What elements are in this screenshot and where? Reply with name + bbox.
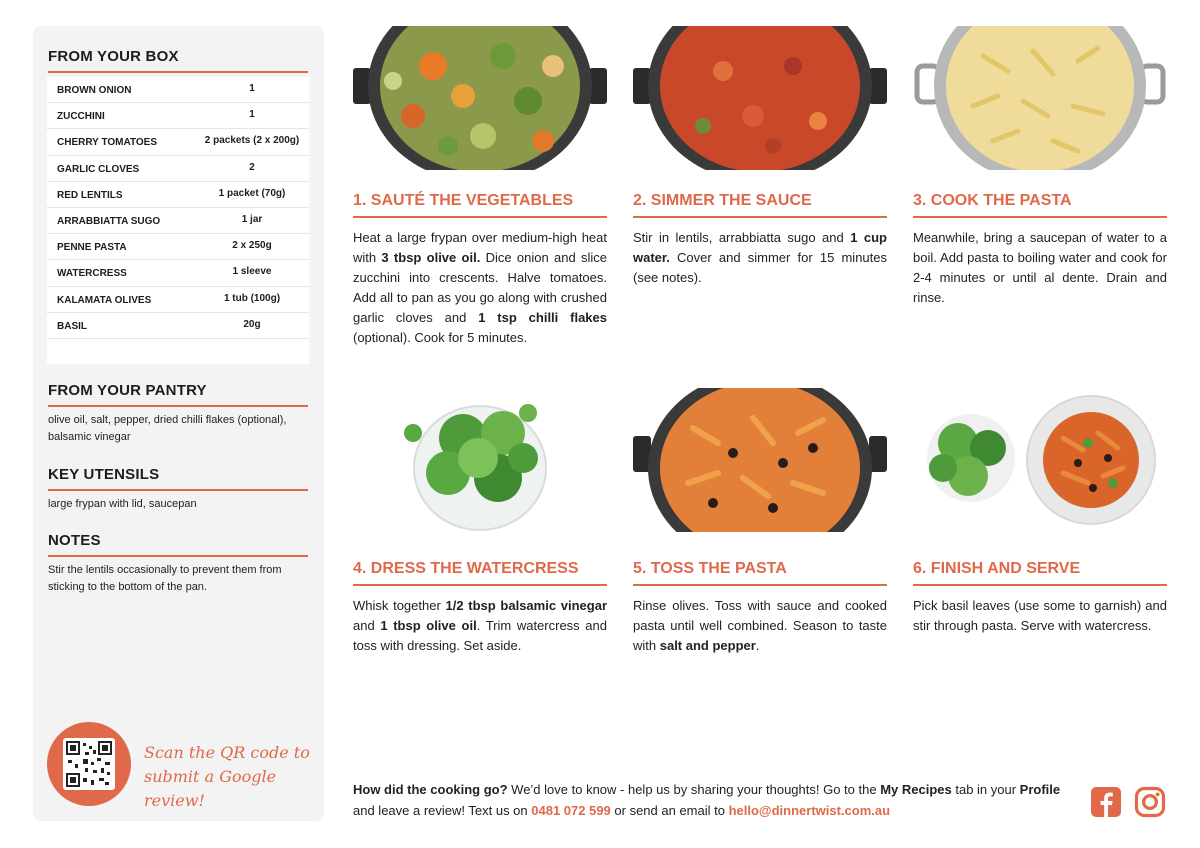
step-text-segment: Cover and simmer for 15 minutes (see notes). [633, 250, 887, 285]
ingredient-name: CHERRY TOMATOES [57, 137, 158, 149]
step-text-segment: . [755, 638, 760, 653]
ingredient-row [47, 287, 309, 313]
step-4-text [353, 596, 607, 656]
step-4-rule [353, 584, 607, 586]
step-text-segment: (optional). Cook for 5 minutes. [353, 330, 528, 345]
step-2-text [633, 228, 887, 288]
step-bold-text: salt and pepper [659, 638, 756, 653]
step-3-image [913, 26, 1167, 170]
ingredient-qty: 20g [243, 318, 261, 330]
ingredient-qty: 1 [249, 83, 255, 94]
step-text-segment: and [353, 618, 381, 633]
step-text-segment: Stir in lentils, arrabbiatta sugo and [633, 230, 851, 245]
ingredient-name: RED LENTILS [57, 189, 123, 201]
step-1-image [353, 26, 607, 170]
utensils-text: large frypan with lid, saucepan [48, 498, 197, 510]
ingredient-name: BROWN ONION [57, 85, 132, 96]
footer-text-segment: My Recipes [880, 782, 952, 797]
step-text-segment: Heat a large frypan over medium-high heat with [353, 230, 607, 265]
step-bold-text: 1 tbsp olive oil [380, 618, 477, 633]
notes-text: Stir the lentils occasionally to prevent them from sticking to the bottom of the pan. [48, 564, 282, 593]
step-bold-text: 3 tbsp olive oil. [381, 250, 481, 265]
pantry-title: FROM YOUR PANTRY [48, 382, 207, 399]
feedback-footer [353, 779, 1078, 821]
step-6-title: 6. FINISH AND SERVE [913, 560, 1081, 577]
step-text-segment: Dice onion and slice zucchini into crescents. Halve tomatoes. Add all to pan as you go along with crushed garlic cloves and [353, 250, 607, 325]
pantry-title-rule [48, 405, 308, 407]
ingredient-row [47, 156, 309, 182]
ingredient-row [47, 234, 309, 260]
notes-title-rule [48, 555, 308, 557]
utensils-title: KEY UTENSILS [48, 466, 160, 483]
step-bold-text: 1/2 tbsp balsamic vinegar [445, 598, 607, 613]
step-5-title: 5. TOSS THE PASTA [633, 560, 787, 577]
step-5-rule [633, 584, 887, 586]
utensils-title-rule [48, 489, 308, 491]
step-6-image [913, 388, 1167, 532]
ingredient-name: ZUCCHINI [57, 111, 105, 123]
footer-text-segment: We’d love to know - help us by sharing your thoughts! Go to the [507, 782, 881, 797]
step-1-title: 1. SAUTÉ THE VEGETABLES [353, 192, 574, 209]
step-1-rule [353, 216, 607, 218]
footer-text-segment: tab in your [951, 782, 1020, 797]
qr-badge [47, 722, 131, 806]
ingredient-name: WATERCRESS [57, 268, 127, 280]
notes-title: NOTES [48, 532, 101, 549]
qr-code-icon[interactable] [63, 738, 115, 790]
footer-text-segment: Profile [1019, 782, 1061, 797]
qr-review-note: Scan the QR code to submit a Google review! [144, 743, 310, 810]
ingredient-row [47, 313, 309, 339]
step-text-segment: Meanwhile, bring a saucepan of water to a boil. Add pasta to boiling water and cook for 2-4 minutes or until al dente. Drain and rinse. [913, 230, 1167, 305]
step-1-text [353, 228, 607, 348]
ingredient-qty: 2 x 250g [232, 240, 272, 252]
ingredient-row [47, 77, 309, 103]
step-text-segment: Rinse olives. Toss with sauce and cooked pasta until well combined. Season to taste with [633, 598, 887, 653]
step-text-segment: . Trim watercress and toss with dressing. Set aside. [353, 618, 607, 653]
step-3-title: 3. COOK THE PASTA [913, 192, 1072, 209]
step-3-text [913, 228, 1167, 308]
ingredient-name: GARLIC CLOVES [57, 163, 140, 175]
pantry-text: olive oil, salt, pepper, dried chilli flakes (optional), balsamic vinegar [48, 414, 287, 443]
step-text-segment: Whisk together [353, 598, 446, 613]
step-bold-text: 1 tsp chilli flakes [478, 310, 607, 325]
instagram-icon[interactable] [1134, 786, 1166, 818]
step-5-image [633, 388, 887, 532]
ingredient-name: PENNE PASTA [57, 242, 127, 254]
ingredient-qty: 2 packets (2 x 200g) [204, 135, 300, 147]
ingredient-row [47, 129, 309, 155]
step-2-image [633, 26, 887, 170]
box-ingredients-table [47, 77, 309, 364]
ingredient-row [47, 260, 309, 286]
ingredient-qty: 1 sleeve [232, 266, 272, 278]
ingredient-name: BASIL [57, 320, 87, 332]
footer-text-segment: and leave a review! Text us on [353, 803, 532, 818]
box-title: FROM YOUR BOX [48, 48, 179, 65]
ingredient-row [47, 182, 309, 208]
ingredient-row [47, 103, 309, 129]
footer-contact-link[interactable]: hello@dinnertwist.com.au [728, 803, 891, 818]
step-6-rule [913, 584, 1167, 586]
footer-text-segment: or send an email to [610, 803, 729, 818]
ingredient-row [47, 208, 309, 234]
ingredient-qty: 1 [249, 109, 255, 121]
step-5-text [633, 596, 887, 656]
facebook-icon[interactable] [1090, 786, 1122, 818]
ingredient-qty: 1 tub (100g) [223, 292, 281, 304]
step-2-title: 2. SIMMER THE SAUCE [633, 192, 812, 209]
footer-contact-link[interactable]: 0481 072 599 [531, 803, 611, 818]
ingredient-qty: 1 jar [241, 213, 263, 225]
step-text-segment: Pick basil leaves (use some to garnish) and stir through pasta. Serve with watercress. [913, 598, 1167, 633]
ingredient-qty: 1 packet (70g) [218, 187, 286, 199]
step-3-rule [913, 216, 1167, 218]
box-title-rule [48, 71, 308, 73]
step-4-title: 4. DRESS THE WATERCRESS [353, 560, 579, 577]
step-bold-text: 1 cup water. [633, 230, 887, 265]
footer-text-segment: How did the cooking go? [353, 782, 508, 797]
step-6-text [913, 596, 1167, 636]
ingredient-qty: 2 [249, 161, 255, 173]
ingredient-name: ARRABBIATTA SUGO [57, 215, 161, 227]
ingredient-name: KALAMATA OLIVES [57, 294, 152, 306]
step-2-rule [633, 216, 887, 218]
step-4-image [353, 388, 607, 532]
